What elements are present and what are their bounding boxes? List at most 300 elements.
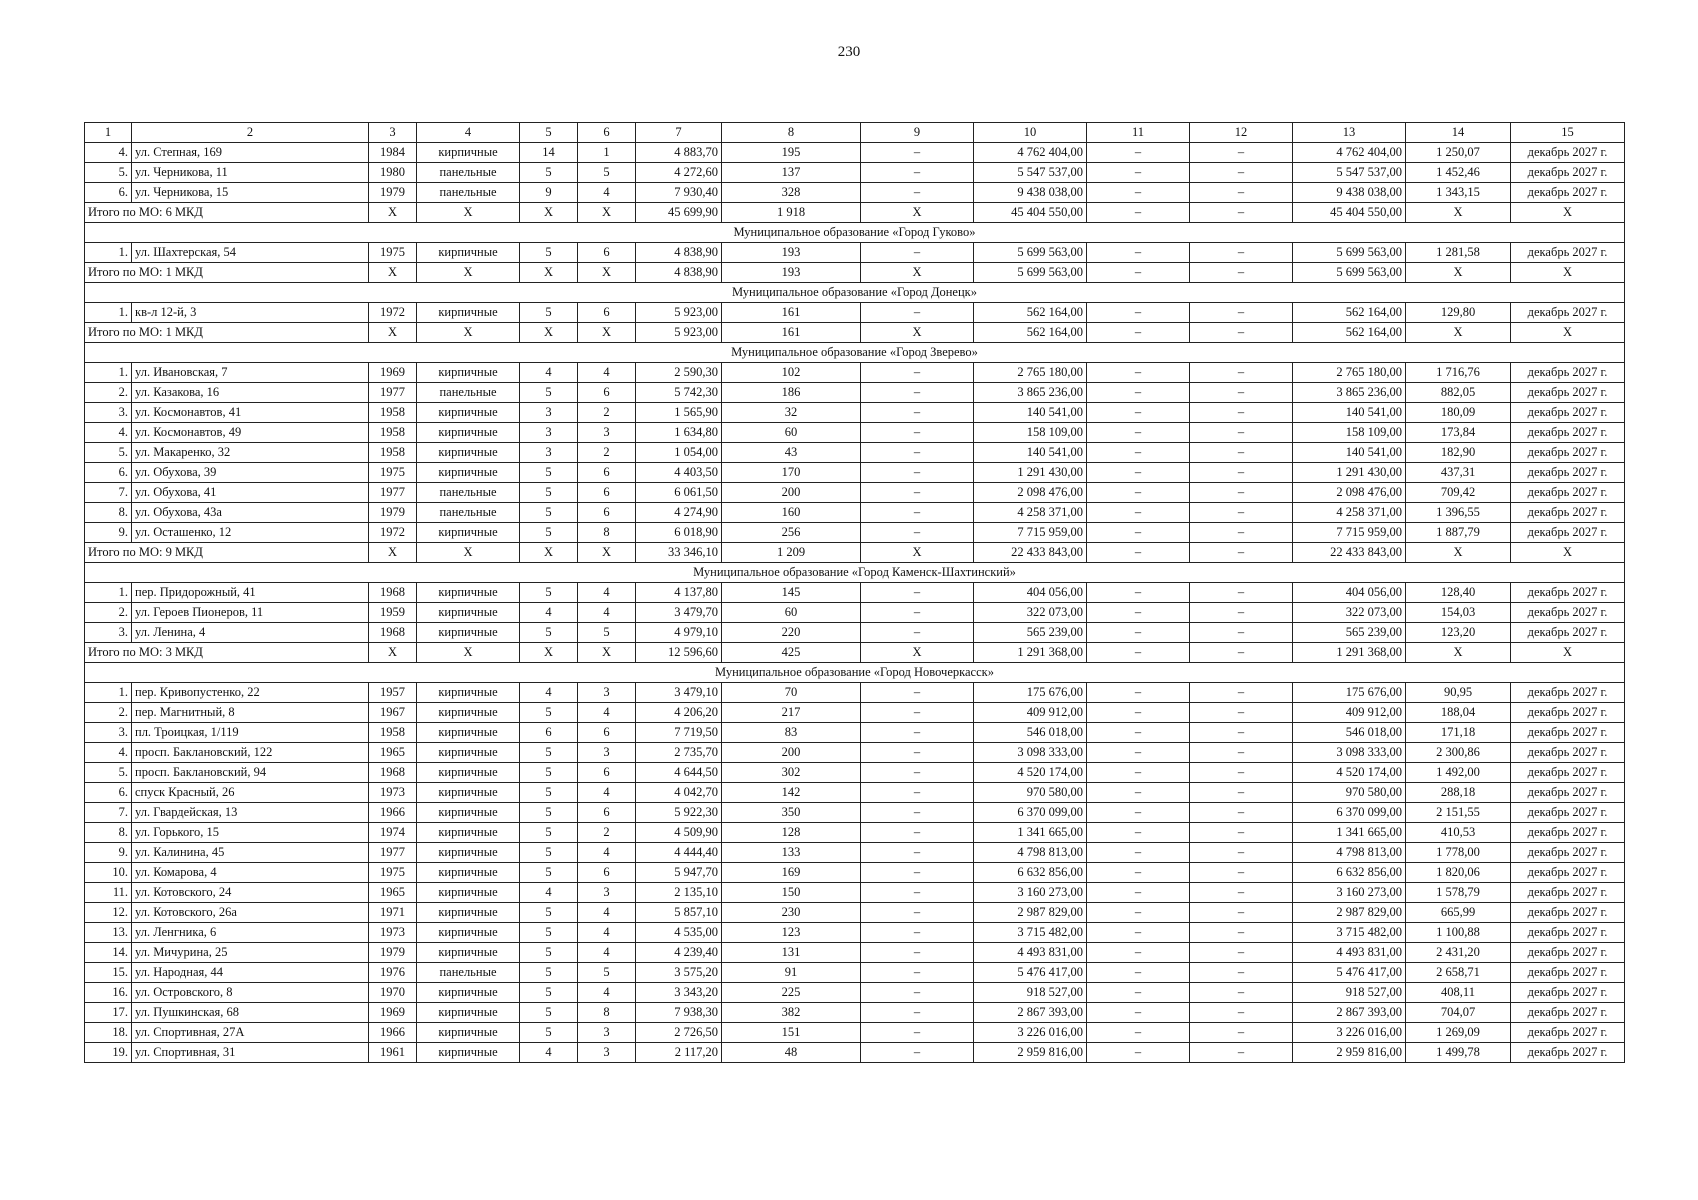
col13-cost-cell: 3 160 273,00 [1293,883,1406,903]
deadline-cell: декабрь 2027 г. [1511,763,1625,783]
total-col12-value: – [1190,323,1293,343]
cost-per-sqm-cell: 1 499,78 [1406,1043,1511,1063]
col12-value-cell: – [1190,623,1293,643]
entrances-cell: 3 [578,423,636,443]
address-cell: ул. Пушкинская, 68 [132,1003,369,1023]
total-wall-material: X [417,323,520,343]
address-cell: ул. Казакова, 16 [132,383,369,403]
col13-cost-cell: 9 438 038,00 [1293,183,1406,203]
entrances-cell: 4 [578,843,636,863]
col11-value-cell: – [1087,463,1190,483]
total-area-cell: 4 239,40 [636,943,722,963]
build-year-cell: 1967 [369,703,417,723]
table-row [85,443,1625,463]
col9-value-cell: – [861,983,974,1003]
build-year-cell: 1958 [369,423,417,443]
total-col13-cost: 1 291 368,00 [1293,643,1406,663]
total-col13-cost: 22 433 843,00 [1293,543,1406,563]
table-row [85,843,1625,863]
address-cell: ул. Осташенко, 12 [132,523,369,543]
build-year-cell: 1975 [369,863,417,883]
col12-value-cell: – [1190,143,1293,163]
entrances-cell: 4 [578,903,636,923]
floors-cell: 3 [520,403,578,423]
total-entrances: X [578,543,636,563]
col12-value-cell: – [1190,523,1293,543]
entrances-cell: 6 [578,723,636,743]
floors-cell: 5 [520,303,578,323]
section-title: Муниципальное образование «Город Новочеркасск» [85,663,1625,683]
residents-cell: 225 [722,983,861,1003]
total-floors: X [520,643,578,663]
table-row [85,803,1625,823]
total-total-area: 45 699,90 [636,203,722,223]
col12-value-cell: – [1190,303,1293,323]
cost-per-sqm-cell: 180,09 [1406,403,1511,423]
floors-cell: 5 [520,623,578,643]
cost-per-sqm-cell: 123,20 [1406,623,1511,643]
row-number-cell: 15. [85,963,132,983]
total-area-cell: 3 575,20 [636,963,722,983]
deadline-cell: декабрь 2027 г. [1511,863,1625,883]
cost-per-sqm-cell: 128,40 [1406,583,1511,603]
residents-cell: 193 [722,243,861,263]
total-residents: 1 209 [722,543,861,563]
total-cost-cell: 7 715 959,00 [974,523,1087,543]
address-cell: спуск Красный, 26 [132,783,369,803]
col13-cost-cell: 5 476 417,00 [1293,963,1406,983]
total-cost-cell: 3 226 016,00 [974,1023,1087,1043]
cost-per-sqm-cell: 1 716,76 [1406,363,1511,383]
col11-value-cell: – [1087,163,1190,183]
total-cost-cell: 3 715 482,00 [974,923,1087,943]
total-cost-cell: 546 018,00 [974,723,1087,743]
col11-value-cell: – [1087,1023,1190,1043]
total-cost-cell: 140 541,00 [974,403,1087,423]
total-cost-cell: 5 699 563,00 [974,243,1087,263]
wall-material-cell: кирпичные [417,763,520,783]
residents-cell: 230 [722,903,861,923]
total-area-cell: 3 479,70 [636,603,722,623]
total-col9-value: X [861,263,974,283]
total-cost-per-sqm: X [1406,263,1511,283]
col9-value-cell: – [861,363,974,383]
wall-material-cell: панельные [417,503,520,523]
address-cell: ул. Островского, 8 [132,983,369,1003]
table-row [85,143,1625,163]
col11-value-cell: – [1087,423,1190,443]
header-cell: 4 [417,123,520,143]
total-label: Итого по МО: 9 МКД [85,543,369,563]
table-row [85,363,1625,383]
deadline-cell: декабрь 2027 г. [1511,1003,1625,1023]
col9-value-cell: – [861,463,974,483]
floors-cell: 5 [520,903,578,923]
deadline-cell: декабрь 2027 г. [1511,1043,1625,1063]
col11-value-cell: – [1087,943,1190,963]
row-number-cell: 1. [85,243,132,263]
table-row [85,603,1625,623]
total-col9-value: X [861,203,974,223]
col9-value-cell: – [861,163,974,183]
col13-cost-cell: 7 715 959,00 [1293,523,1406,543]
wall-material-cell: панельные [417,163,520,183]
total-total-area: 33 346,10 [636,543,722,563]
residents-cell: 43 [722,443,861,463]
total-area-cell: 1 054,00 [636,443,722,463]
deadline-cell: декабрь 2027 г. [1511,1023,1625,1043]
residents-cell: 220 [722,623,861,643]
address-cell: ул. Космонавтов, 49 [132,423,369,443]
row-number-cell: 5. [85,763,132,783]
col9-value-cell: – [861,1043,974,1063]
total-area-cell: 2 590,30 [636,363,722,383]
col13-cost-cell: 562 164,00 [1293,303,1406,323]
col13-cost-cell: 140 541,00 [1293,443,1406,463]
cost-per-sqm-cell: 1 343,15 [1406,183,1511,203]
col11-value-cell: – [1087,603,1190,623]
col9-value-cell: – [861,723,974,743]
col13-cost-cell: 6 370 099,00 [1293,803,1406,823]
col9-value-cell: – [861,303,974,323]
address-cell: кв-л 12-й, 3 [132,303,369,323]
build-year-cell: 1958 [369,403,417,423]
col12-value-cell: – [1190,903,1293,923]
table-row [85,863,1625,883]
deadline-cell: декабрь 2027 г. [1511,903,1625,923]
address-cell: ул. Горького, 15 [132,823,369,843]
total-deadline: X [1511,543,1625,563]
col13-cost-cell: 3 098 333,00 [1293,743,1406,763]
col13-cost-cell: 2 987 829,00 [1293,903,1406,923]
total-cost-cell: 4 798 813,00 [974,843,1087,863]
wall-material-cell: кирпичные [417,1023,520,1043]
build-year-cell: 1973 [369,923,417,943]
col13-cost-cell: 322 073,00 [1293,603,1406,623]
table-row [85,943,1625,963]
total-label: Итого по МО: 6 МКД [85,203,369,223]
col9-value-cell: – [861,483,974,503]
col12-value-cell: – [1190,443,1293,463]
wall-material-cell: кирпичные [417,603,520,623]
deadline-cell: декабрь 2027 г. [1511,683,1625,703]
row-number-cell: 11. [85,883,132,903]
total-deadline: X [1511,323,1625,343]
address-cell: ул. Калинина, 45 [132,843,369,863]
entrances-cell: 3 [578,1023,636,1043]
total-col11-value: – [1087,543,1190,563]
col12-value-cell: – [1190,463,1293,483]
wall-material-cell: панельные [417,183,520,203]
address-cell: ул. Обухова, 41 [132,483,369,503]
deadline-cell: декабрь 2027 г. [1511,423,1625,443]
total-cost-cell: 404 056,00 [974,583,1087,603]
address-cell: пер. Кривопустенко, 22 [132,683,369,703]
row-number-cell: 19. [85,1043,132,1063]
address-cell: ул. Героев Пионеров, 11 [132,603,369,623]
entrances-cell: 6 [578,383,636,403]
total-residents: 161 [722,323,861,343]
total-row [85,543,1625,563]
total-row [85,203,1625,223]
col11-value-cell: – [1087,243,1190,263]
col13-cost-cell: 158 109,00 [1293,423,1406,443]
total-label: Итого по МО: 1 МКД [85,263,369,283]
col13-cost-cell: 1 341 665,00 [1293,823,1406,843]
residents-cell: 150 [722,883,861,903]
total-area-cell: 1 634,80 [636,423,722,443]
row-number-cell: 3. [85,623,132,643]
total-cost-cell: 2 959 816,00 [974,1043,1087,1063]
address-cell: ул. Обухова, 43а [132,503,369,523]
col11-value-cell: – [1087,963,1190,983]
col12-value-cell: – [1190,943,1293,963]
deadline-cell: декабрь 2027 г. [1511,963,1625,983]
total-col12-value: – [1190,643,1293,663]
col13-cost-cell: 4 762 404,00 [1293,143,1406,163]
deadline-cell: декабрь 2027 г. [1511,743,1625,763]
table-row [85,383,1625,403]
entrances-cell: 6 [578,243,636,263]
build-year-cell: 1965 [369,883,417,903]
build-year-cell: 1976 [369,963,417,983]
col11-value-cell: – [1087,823,1190,843]
residents-cell: 102 [722,363,861,383]
total-area-cell: 5 923,00 [636,303,722,323]
deadline-cell: декабрь 2027 г. [1511,623,1625,643]
row-number-cell: 1. [85,683,132,703]
table-row [85,983,1625,1003]
section-title: Муниципальное образование «Город Зверево» [85,343,1625,363]
col12-value-cell: – [1190,423,1293,443]
cost-per-sqm-cell: 1 578,79 [1406,883,1511,903]
col11-value-cell: – [1087,183,1190,203]
cost-per-sqm-cell: 665,99 [1406,903,1511,923]
entrances-cell: 8 [578,523,636,543]
total-build-year: X [369,543,417,563]
col9-value-cell: – [861,703,974,723]
total-cost-cell: 6 632 856,00 [974,863,1087,883]
col9-value-cell: – [861,883,974,903]
table-row [85,403,1625,423]
total-cost-cell: 1 341 665,00 [974,823,1087,843]
total-build-year: X [369,263,417,283]
row-number-cell: 1. [85,363,132,383]
deadline-cell: декабрь 2027 г. [1511,883,1625,903]
total-area-cell: 4 509,90 [636,823,722,843]
cost-per-sqm-cell: 1 281,58 [1406,243,1511,263]
table-row [85,183,1625,203]
table-row [85,303,1625,323]
floors-cell: 6 [520,723,578,743]
total-col9-value: X [861,323,974,343]
deadline-cell: декабрь 2027 г. [1511,803,1625,823]
total-cost-cell: 5 547 537,00 [974,163,1087,183]
wall-material-cell: кирпичные [417,443,520,463]
total-residents: 193 [722,263,861,283]
row-number-cell: 10. [85,863,132,883]
col12-value-cell: – [1190,163,1293,183]
deadline-cell: декабрь 2027 г. [1511,783,1625,803]
total-entrances: X [578,643,636,663]
entrances-cell: 4 [578,783,636,803]
table-row [85,463,1625,483]
entrances-cell: 1 [578,143,636,163]
total-col11-value: – [1087,263,1190,283]
row-number-cell: 7. [85,483,132,503]
total-cost-per-sqm: X [1406,323,1511,343]
total-area-cell: 7 938,30 [636,1003,722,1023]
floors-cell: 5 [520,923,578,943]
col12-value-cell: – [1190,723,1293,743]
wall-material-cell: кирпичные [417,743,520,763]
deadline-cell: декабрь 2027 г. [1511,383,1625,403]
total-col12-value: – [1190,543,1293,563]
row-number-cell: 2. [85,703,132,723]
col11-value-cell: – [1087,1043,1190,1063]
cost-per-sqm-cell: 1 452,46 [1406,163,1511,183]
col9-value-cell: – [861,383,974,403]
residents-cell: 131 [722,943,861,963]
wall-material-cell: кирпичные [417,523,520,543]
col13-cost-cell: 409 912,00 [1293,703,1406,723]
deadline-cell: декабрь 2027 г. [1511,143,1625,163]
deadline-cell: декабрь 2027 г. [1511,703,1625,723]
col11-value-cell: – [1087,383,1190,403]
address-cell: ул. Спортивная, 27А [132,1023,369,1043]
row-number-cell: 2. [85,383,132,403]
total-cost-cell: 4 258 371,00 [974,503,1087,523]
cost-per-sqm-cell: 2 431,20 [1406,943,1511,963]
row-number-cell: 1. [85,303,132,323]
cost-per-sqm-cell: 408,11 [1406,983,1511,1003]
col9-value-cell: – [861,803,974,823]
floors-cell: 5 [520,763,578,783]
col12-value-cell: – [1190,923,1293,943]
total-col11-value: – [1087,323,1190,343]
total-col9-value: X [861,643,974,663]
cost-per-sqm-cell: 2 151,55 [1406,803,1511,823]
wall-material-cell: кирпичные [417,143,520,163]
wall-material-cell: кирпичные [417,903,520,923]
wall-material-cell: кирпичные [417,803,520,823]
wall-material-cell: кирпичные [417,423,520,443]
col9-value-cell: – [861,603,974,623]
col13-cost-cell: 2 867 393,00 [1293,1003,1406,1023]
total-cost-cell: 140 541,00 [974,443,1087,463]
cost-per-sqm-cell: 437,31 [1406,463,1511,483]
build-year-cell: 1968 [369,583,417,603]
col9-value-cell: – [861,923,974,943]
address-cell: ул. Комарова, 4 [132,863,369,883]
col11-value-cell: – [1087,303,1190,323]
col9-value-cell: – [861,243,974,263]
build-year-cell: 1980 [369,163,417,183]
total-total-area: 4 838,90 [636,263,722,283]
table-row [85,423,1625,443]
total-area-cell: 6 061,50 [636,483,722,503]
section-header-row [85,223,1625,243]
build-year-cell: 1975 [369,463,417,483]
section-title: Муниципальное образование «Город Донецк» [85,283,1625,303]
total-area-cell: 7 930,40 [636,183,722,203]
header-cell: 5 [520,123,578,143]
cost-per-sqm-cell: 2 658,71 [1406,963,1511,983]
cost-per-sqm-cell: 1 250,07 [1406,143,1511,163]
total-col13-cost: 45 404 550,00 [1293,203,1406,223]
row-number-cell: 5. [85,163,132,183]
row-number-cell: 7. [85,803,132,823]
header-cell: 15 [1511,123,1625,143]
total-cost-cell: 3 865 236,00 [974,383,1087,403]
deadline-cell: декабрь 2027 г. [1511,843,1625,863]
total-cost-cell: 970 580,00 [974,783,1087,803]
header-cell: 7 [636,123,722,143]
floors-cell: 4 [520,603,578,623]
col12-value-cell: – [1190,763,1293,783]
residents-cell: 137 [722,163,861,183]
header-cell: 11 [1087,123,1190,143]
col13-cost-cell: 4 493 831,00 [1293,943,1406,963]
build-year-cell: 1977 [369,383,417,403]
deadline-cell: декабрь 2027 г. [1511,603,1625,623]
entrances-cell: 6 [578,503,636,523]
col12-value-cell: – [1190,383,1293,403]
col12-value-cell: – [1190,583,1293,603]
row-number-cell: 8. [85,823,132,843]
table-row [85,743,1625,763]
floors-cell: 5 [520,583,578,603]
residents-cell: 48 [722,1043,861,1063]
entrances-cell: 3 [578,1043,636,1063]
cost-per-sqm-cell: 1 100,88 [1406,923,1511,943]
total-area-cell: 5 922,30 [636,803,722,823]
total-area-cell: 4 272,60 [636,163,722,183]
col12-value-cell: – [1190,963,1293,983]
total-area-cell: 4 137,80 [636,583,722,603]
residents-cell: 169 [722,863,861,883]
col9-value-cell: – [861,183,974,203]
wall-material-cell: кирпичные [417,843,520,863]
total-col9-value: X [861,543,974,563]
address-cell: ул. Макаренко, 32 [132,443,369,463]
total-cost-per-sqm: X [1406,643,1511,663]
section-header-row [85,343,1625,363]
section-title: Муниципальное образование «Город Гуково» [85,223,1625,243]
total-area-cell: 2 735,70 [636,743,722,763]
floors-cell: 5 [520,503,578,523]
total-total-cost: 45 404 550,00 [974,203,1087,223]
total-area-cell: 4 274,90 [636,503,722,523]
col9-value-cell: – [861,423,974,443]
total-cost-cell: 2 098 476,00 [974,483,1087,503]
table-row [85,823,1625,843]
cost-per-sqm-cell: 188,04 [1406,703,1511,723]
deadline-cell: декабрь 2027 г. [1511,183,1625,203]
table-row [85,763,1625,783]
wall-material-cell: кирпичные [417,703,520,723]
col13-cost-cell: 6 632 856,00 [1293,863,1406,883]
total-cost-cell: 565 239,00 [974,623,1087,643]
col12-value-cell: – [1190,803,1293,823]
address-cell: ул. Степная, 169 [132,143,369,163]
residents-cell: 170 [722,463,861,483]
col11-value-cell: – [1087,723,1190,743]
entrances-cell: 6 [578,863,636,883]
col11-value-cell: – [1087,523,1190,543]
total-area-cell: 3 343,20 [636,983,722,1003]
total-deadline: X [1511,203,1625,223]
